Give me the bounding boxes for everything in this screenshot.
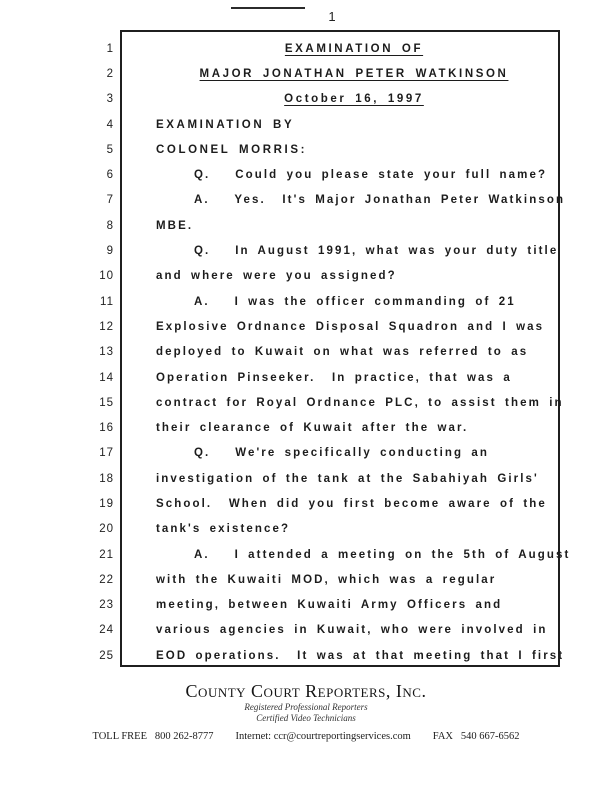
line-text: October 16, 1997 [284,93,424,106]
internet-email: Internet: ccr@courtreportingservices.com [235,731,411,742]
page-number: 1 [328,9,336,24]
top-scan-rule [231,7,305,9]
line-text: deployed to Kuwait on what was referred to as [156,346,529,359]
footer-contact-line [0,731,612,742]
transcript-line [0,415,612,440]
line-text: tank's existence? [156,523,291,536]
line-number: 5 [106,143,114,156]
line-text: investigation of the tank at the Sabahiyah Girls' [156,472,539,485]
line-text: MBE. [156,219,194,232]
line-number: 3 [106,93,114,106]
transcript-line [0,593,612,618]
line-text: COLONEL MORRIS: [156,143,308,156]
line-text: various agencies in Kuwait, who were involved in [156,624,548,637]
line-number: 7 [106,194,114,207]
line-number: 9 [106,245,114,258]
line-number: 21 [99,548,114,561]
line-number: 8 [106,219,114,232]
line-text: with the Kuwaiti MOD, which was a regular [156,573,497,586]
fax-number: FAX 540 667-6562 [432,731,520,742]
line-text: contract for Royal Ordnance PLC, to assist them in [156,396,564,409]
line-text: A. I was the officer commanding of 21 [194,295,516,308]
toll-free-number: TOLL FREE 800 262-8777 [92,731,214,742]
line-number: 4 [106,118,114,131]
transcript-line [0,542,612,567]
transcript-line [0,390,612,415]
transcript-line [0,618,612,643]
line-number: 1 [106,42,114,55]
transcript-line [0,213,612,238]
transcript-line [0,340,612,365]
line-number: 16 [99,422,114,435]
transcript-line [0,441,612,466]
transcript-line [0,87,612,112]
transcript-line [0,162,612,187]
line-text: A. I attended a meeting on the 5th of August [194,548,571,561]
transcript-line [0,264,612,289]
line-text: MAJOR JONATHAN PETER WATKINSON [199,67,509,80]
line-number: 24 [99,624,114,637]
footer-subtitle-1: Registered Professional Reporters [244,702,368,712]
line-number: 15 [99,396,114,409]
line-number: 20 [99,523,114,536]
line-text: A. Yes. It's Major Jonathan Peter Watkinson [194,194,566,207]
transcript-line [0,289,612,314]
transcript-line [0,517,612,542]
line-number: 12 [99,320,114,333]
line-text: School. When did you first become aware of the [156,497,547,510]
line-text: EXAMINATION OF [284,42,424,55]
line-text: their clearance of Kuwait after the war. [156,422,469,435]
line-text: and where were you assigned? [156,270,397,283]
line-number: 23 [99,599,114,612]
line-text: Operation Pinseeker. In practice, that was a [156,371,512,384]
transcript-line [0,643,612,668]
line-text: Q. We're specifically conducting an [194,447,490,460]
transcript-line [0,365,612,390]
line-number: 13 [99,346,114,359]
line-text: Q. Could you please state your full name? [194,169,548,182]
transcript-line [0,491,612,516]
transcript-line [0,567,612,592]
transcript-lines [0,36,612,668]
line-number: 19 [99,497,114,510]
transcript-line [0,314,612,339]
line-number: 22 [99,573,114,586]
line-number: 11 [100,295,114,308]
reporter-company-name: County Court Reporters, Inc. [185,681,427,701]
line-number: 2 [106,67,114,80]
line-number: 14 [99,371,114,384]
line-text: Q. In August 1991, what was your duty title [194,245,559,258]
footer-subtitle-2: Certified Video Technicians [256,713,356,723]
transcript-line [0,137,612,162]
transcript-line [0,188,612,213]
transcript-line [0,61,612,86]
transcript-line [0,466,612,491]
line-number: 18 [99,472,114,485]
transcript-line [0,112,612,137]
line-text: EOD operations. It was at that meeting that I first [156,649,565,662]
transcript-line [0,238,612,263]
line-number: 10 [99,270,114,283]
line-number: 6 [106,169,114,182]
line-text: meeting, between Kuwaiti Army Officers and [156,599,503,612]
transcript-line [0,36,612,61]
line-text: EXAMINATION BY [156,118,295,131]
line-number: 17 [99,447,114,460]
footer [0,681,612,742]
line-number: 25 [99,649,114,662]
line-text: Explosive Ordnance Disposal Squadron and I was [156,320,545,333]
